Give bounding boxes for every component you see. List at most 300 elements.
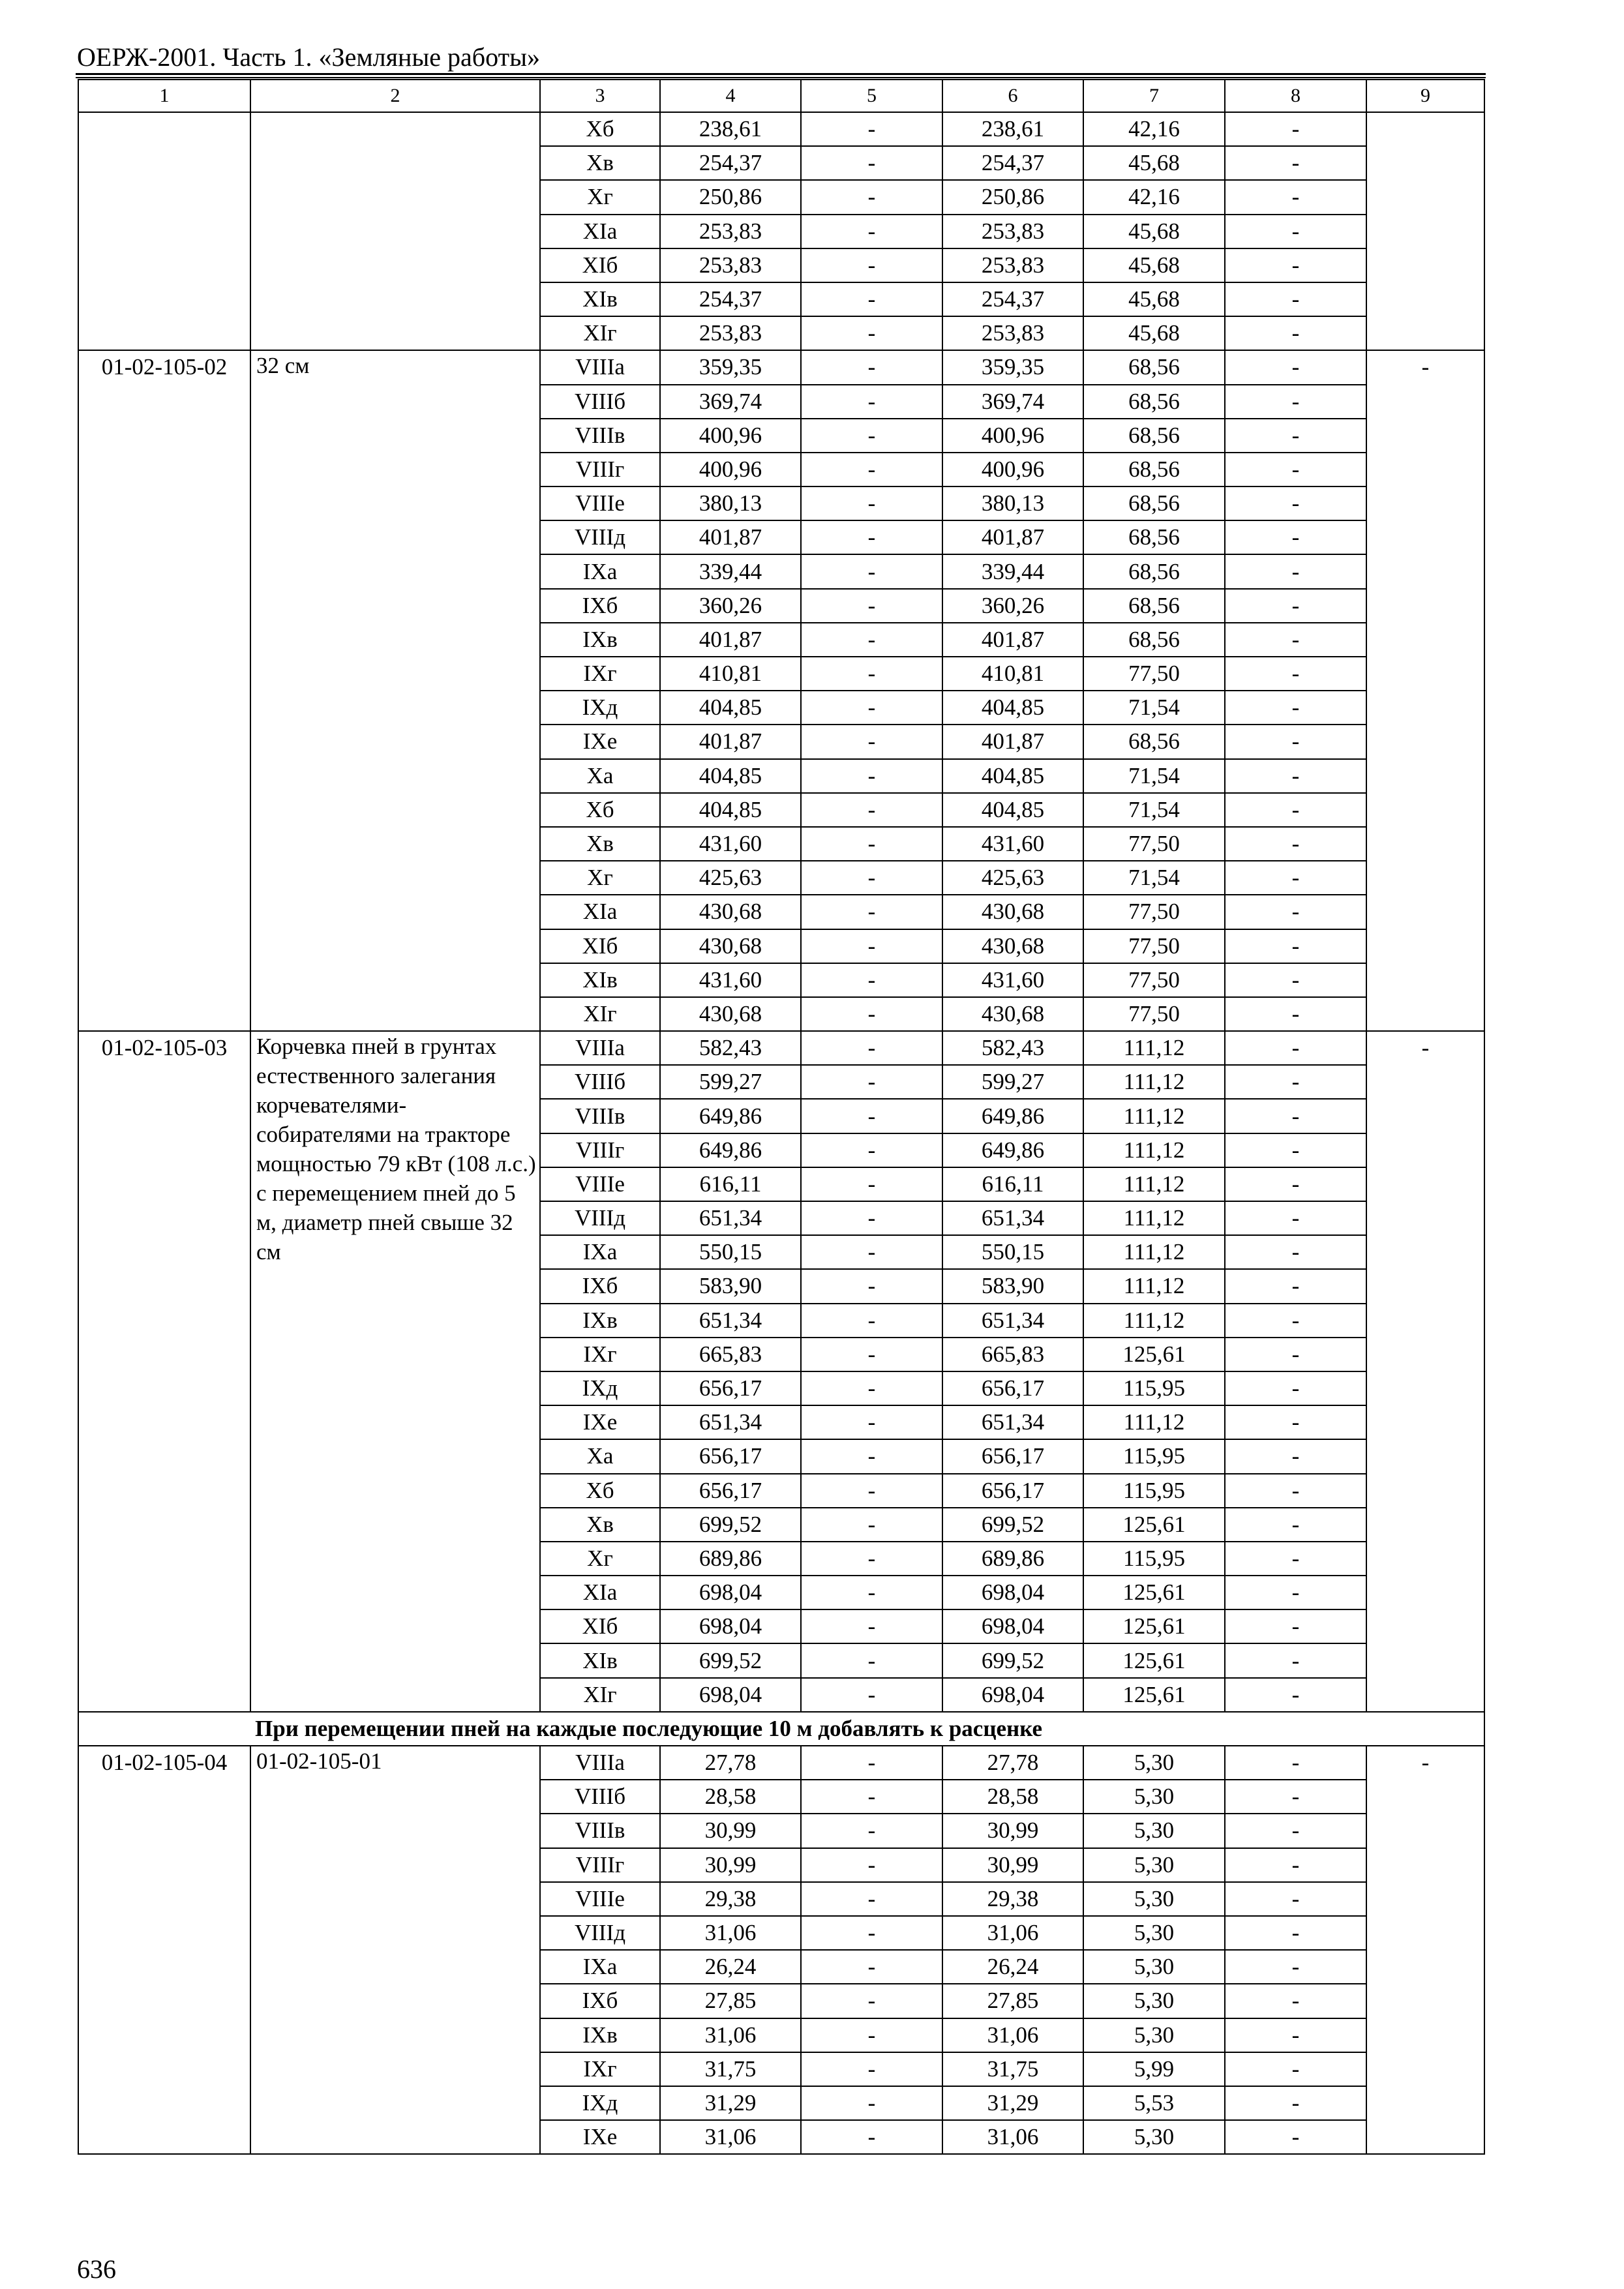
col6-value-cell: 27,85	[942, 1984, 1083, 2018]
col8-value-cell: -	[1225, 215, 1366, 248]
col8-value-cell: -	[1225, 419, 1366, 453]
page-number: 636	[77, 2254, 116, 2284]
col6-value-cell: 359,35	[942, 350, 1083, 384]
work-description-cell: 01-02-105-01	[250, 1746, 540, 2154]
col5-value-cell: -	[801, 895, 942, 929]
col8-value-cell: -	[1225, 2052, 1366, 2086]
col8-value-cell: -	[1225, 793, 1366, 827]
col8-value-cell: -	[1225, 1916, 1366, 1950]
col5-value-cell: -	[801, 1950, 942, 1984]
col7-value-cell: 111,12	[1083, 1167, 1225, 1201]
col4-value-cell: 656,17	[660, 1439, 801, 1473]
soil-group-cell: XIa	[540, 215, 660, 248]
soil-group-cell: VIIIг	[540, 1133, 660, 1167]
soil-group-cell: XIб	[540, 248, 660, 282]
col7-value-cell: 77,50	[1083, 895, 1225, 929]
col4-value-cell: 583,90	[660, 1269, 801, 1303]
soil-group-cell: XIa	[540, 895, 660, 929]
soil-group-cell: IXa	[540, 1950, 660, 1984]
col8-value-cell: -	[1225, 623, 1366, 657]
col6-value-cell: 599,27	[942, 1065, 1083, 1099]
col7-value-cell: 45,68	[1083, 248, 1225, 282]
col4-value-cell: 253,83	[660, 316, 801, 350]
col7-value-cell: 5,30	[1083, 2018, 1225, 2052]
col7-value-cell: 77,50	[1083, 657, 1225, 691]
col8-value-cell: -	[1225, 486, 1366, 520]
col5-value-cell: -	[801, 827, 942, 861]
col5-value-cell: -	[801, 112, 942, 146]
col4-value-cell: 380,13	[660, 486, 801, 520]
col6-value-cell: 254,37	[942, 146, 1083, 180]
col6-value-cell: 401,87	[942, 520, 1083, 554]
col6-value-cell: 380,13	[942, 486, 1083, 520]
work-description-cell	[250, 112, 540, 350]
soil-group-cell: IXa	[540, 1235, 660, 1269]
soil-group-cell: Xб	[540, 1474, 660, 1508]
column-number: 7	[1083, 80, 1225, 112]
norms-table-body	[78, 80, 1484, 2154]
col5-value-cell: -	[801, 657, 942, 691]
soil-group-cell: Xв	[540, 146, 660, 180]
soil-group-cell: VIIIв	[540, 1814, 660, 1848]
col4-value-cell: 430,68	[660, 929, 801, 963]
col7-value-cell: 68,56	[1083, 419, 1225, 453]
col9-value-cell: -	[1366, 1031, 1484, 1712]
col6-value-cell: 425,63	[942, 861, 1083, 895]
col7-value-cell: 71,54	[1083, 861, 1225, 895]
col4-value-cell: 29,38	[660, 1882, 801, 1916]
soil-group-cell: XIг	[540, 997, 660, 1031]
soil-group-cell: IXв	[540, 2018, 660, 2052]
soil-group-cell: IXa	[540, 554, 660, 588]
col6-value-cell: 430,68	[942, 895, 1083, 929]
soil-group-cell: Xв	[540, 1508, 660, 1542]
col8-value-cell: -	[1225, 963, 1366, 997]
col8-value-cell: -	[1225, 350, 1366, 384]
col7-value-cell: 68,56	[1083, 520, 1225, 554]
col4-value-cell: 616,11	[660, 1167, 801, 1201]
col5-value-cell: -	[801, 1031, 942, 1065]
col8-value-cell: -	[1225, 1405, 1366, 1439]
col4-value-cell: 699,52	[660, 1643, 801, 1677]
page-header-title: ОЕРЖ-2001. Часть 1. «Земляные работы»	[77, 42, 540, 72]
col6-value-cell: 649,86	[942, 1133, 1083, 1167]
col4-value-cell: 28,58	[660, 1780, 801, 1814]
col6-value-cell: 30,99	[942, 1814, 1083, 1848]
soil-group-cell: VIIIб	[540, 1065, 660, 1099]
soil-group-cell: Xв	[540, 827, 660, 861]
col5-value-cell: -	[801, 1984, 942, 2018]
col6-value-cell: 401,87	[942, 623, 1083, 657]
col4-value-cell: 360,26	[660, 589, 801, 623]
soil-group-cell: XIг	[540, 1678, 660, 1712]
col4-value-cell: 698,04	[660, 1576, 801, 1609]
col4-value-cell: 404,85	[660, 759, 801, 793]
soil-group-cell: Xa	[540, 759, 660, 793]
col4-value-cell: 254,37	[660, 146, 801, 180]
col4-value-cell: 656,17	[660, 1474, 801, 1508]
col6-value-cell: 699,52	[942, 1508, 1083, 1542]
col8-value-cell: -	[1225, 2018, 1366, 2052]
col8-value-cell: -	[1225, 453, 1366, 486]
col6-value-cell: 656,17	[942, 1371, 1083, 1405]
col4-value-cell: 582,43	[660, 1031, 801, 1065]
col4-value-cell: 31,29	[660, 2086, 801, 2120]
soil-group-cell: VIIIд	[540, 1916, 660, 1950]
soil-group-cell: IXг	[540, 1338, 660, 1371]
col8-value-cell: -	[1225, 1167, 1366, 1201]
col4-value-cell: 698,04	[660, 1678, 801, 1712]
col7-value-cell: 125,61	[1083, 1338, 1225, 1371]
col7-value-cell: 111,12	[1083, 1031, 1225, 1065]
col4-value-cell: 651,34	[660, 1201, 801, 1235]
header-rule	[76, 73, 1486, 75]
col6-value-cell: 401,87	[942, 725, 1083, 758]
soil-group-cell: XIв	[540, 963, 660, 997]
col5-value-cell: -	[801, 1371, 942, 1405]
col8-value-cell: -	[1225, 1201, 1366, 1235]
col4-value-cell: 431,60	[660, 963, 801, 997]
col6-value-cell: 651,34	[942, 1304, 1083, 1338]
col4-value-cell: 254,37	[660, 282, 801, 316]
col5-value-cell: -	[801, 316, 942, 350]
col7-value-cell: 42,16	[1083, 180, 1225, 214]
soil-group-cell: VIIIa	[540, 1031, 660, 1065]
col6-value-cell: 431,60	[942, 963, 1083, 997]
soil-group-cell: VIIIг	[540, 453, 660, 486]
soil-group-cell: IXe	[540, 725, 660, 758]
col7-value-cell: 125,61	[1083, 1508, 1225, 1542]
col8-value-cell: -	[1225, 1508, 1366, 1542]
col7-value-cell: 68,56	[1083, 350, 1225, 384]
col8-value-cell: -	[1225, 895, 1366, 929]
col8-value-cell: -	[1225, 657, 1366, 691]
col6-value-cell: 400,96	[942, 419, 1083, 453]
col5-value-cell: -	[801, 1405, 942, 1439]
col5-value-cell: -	[801, 2018, 942, 2052]
col7-value-cell: 5,30	[1083, 1984, 1225, 2018]
soil-group-cell: XIв	[540, 282, 660, 316]
column-number: 5	[801, 80, 942, 112]
col7-value-cell: 111,12	[1083, 1201, 1225, 1235]
col4-value-cell: 400,96	[660, 419, 801, 453]
col7-value-cell: 68,56	[1083, 486, 1225, 520]
col8-value-cell: -	[1225, 316, 1366, 350]
soil-group-cell: VIIIв	[540, 1099, 660, 1133]
table-row	[78, 1031, 1484, 1065]
col4-value-cell: 689,86	[660, 1542, 801, 1576]
col6-value-cell: 404,85	[942, 759, 1083, 793]
col8-value-cell: -	[1225, 385, 1366, 419]
col4-value-cell: 27,78	[660, 1746, 801, 1780]
col5-value-cell: -	[801, 1780, 942, 1814]
col7-value-cell: 71,54	[1083, 691, 1225, 725]
col4-value-cell: 401,87	[660, 725, 801, 758]
col7-value-cell: 5,30	[1083, 1848, 1225, 1882]
col5-value-cell: -	[801, 453, 942, 486]
col6-value-cell: 238,61	[942, 112, 1083, 146]
col5-value-cell: -	[801, 1065, 942, 1099]
soil-group-cell: Xa	[540, 1439, 660, 1473]
col6-value-cell: 651,34	[942, 1201, 1083, 1235]
soil-group-cell: VIIIд	[540, 1201, 660, 1235]
col5-value-cell: -	[801, 1609, 942, 1643]
col7-value-cell: 125,61	[1083, 1609, 1225, 1643]
col7-value-cell: 71,54	[1083, 759, 1225, 793]
col5-value-cell: -	[801, 691, 942, 725]
col8-value-cell: -	[1225, 1304, 1366, 1338]
col5-value-cell: -	[801, 1269, 942, 1303]
col8-value-cell: -	[1225, 1338, 1366, 1371]
soil-group-cell: IXг	[540, 657, 660, 691]
col6-value-cell: 253,83	[942, 316, 1083, 350]
col8-value-cell: -	[1225, 725, 1366, 758]
col5-value-cell: -	[801, 146, 942, 180]
col6-value-cell: 689,86	[942, 1542, 1083, 1576]
col6-value-cell: 30,99	[942, 1848, 1083, 1882]
col4-value-cell: 649,86	[660, 1133, 801, 1167]
col7-value-cell: 111,12	[1083, 1133, 1225, 1167]
col7-value-cell: 68,56	[1083, 554, 1225, 588]
col7-value-cell: 125,61	[1083, 1678, 1225, 1712]
col5-value-cell: -	[801, 2120, 942, 2154]
col5-value-cell: -	[801, 963, 942, 997]
col7-value-cell: 5,30	[1083, 1746, 1225, 1780]
col5-value-cell: -	[801, 793, 942, 827]
col4-value-cell: 369,74	[660, 385, 801, 419]
col8-value-cell: -	[1225, 1576, 1366, 1609]
col7-value-cell: 45,68	[1083, 316, 1225, 350]
col4-value-cell: 31,75	[660, 2052, 801, 2086]
col5-value-cell: -	[801, 1576, 942, 1609]
col7-value-cell: 68,56	[1083, 385, 1225, 419]
col6-value-cell: 430,68	[942, 997, 1083, 1031]
col7-value-cell: 115,95	[1083, 1439, 1225, 1473]
soil-group-cell: IXг	[540, 2052, 660, 2086]
col5-value-cell: -	[801, 1643, 942, 1677]
col8-value-cell: -	[1225, 1780, 1366, 1814]
col5-value-cell: -	[801, 1304, 942, 1338]
header-rule-thin	[76, 77, 1486, 78]
col4-value-cell: 253,83	[660, 215, 801, 248]
col4-value-cell: 400,96	[660, 453, 801, 486]
soil-group-cell: VIIIб	[540, 385, 660, 419]
col4-value-cell: 698,04	[660, 1609, 801, 1643]
col4-value-cell: 404,85	[660, 793, 801, 827]
col4-value-cell: 401,87	[660, 520, 801, 554]
rate-code-cell	[78, 112, 250, 350]
col8-value-cell: -	[1225, 929, 1366, 963]
col5-value-cell: -	[801, 1235, 942, 1269]
col7-value-cell: 5,30	[1083, 1916, 1225, 1950]
col9-value-cell: -	[1366, 350, 1484, 1031]
col8-value-cell: -	[1225, 180, 1366, 214]
soil-group-cell: VIIIв	[540, 419, 660, 453]
col6-value-cell: 656,17	[942, 1439, 1083, 1473]
rate-code-cell: 01-02-105-04	[78, 1746, 250, 2154]
col8-value-cell: -	[1225, 146, 1366, 180]
column-number: 4	[660, 80, 801, 112]
col5-value-cell: -	[801, 419, 942, 453]
soil-group-cell: Xг	[540, 180, 660, 214]
col6-value-cell: 360,26	[942, 589, 1083, 623]
col6-value-cell: 699,52	[942, 1643, 1083, 1677]
soil-group-cell: VIIIa	[540, 350, 660, 384]
col7-value-cell: 77,50	[1083, 929, 1225, 963]
col6-value-cell: 698,04	[942, 1678, 1083, 1712]
col5-value-cell: -	[801, 725, 942, 758]
col7-value-cell: 115,95	[1083, 1474, 1225, 1508]
column-number: 8	[1225, 80, 1366, 112]
col6-value-cell: 649,86	[942, 1099, 1083, 1133]
col6-value-cell: 31,06	[942, 1916, 1083, 1950]
col8-value-cell: -	[1225, 1848, 1366, 1882]
norms-table	[78, 79, 1485, 2155]
col8-value-cell: -	[1225, 554, 1366, 588]
col6-value-cell: 29,38	[942, 1882, 1083, 1916]
soil-group-cell: IXe	[540, 1405, 660, 1439]
col9-value-cell: -	[1366, 1746, 1484, 2154]
col7-value-cell: 111,12	[1083, 1304, 1225, 1338]
col8-value-cell: -	[1225, 1031, 1366, 1065]
soil-group-cell: IXд	[540, 1371, 660, 1405]
section-note-row	[78, 1712, 1484, 1746]
col5-value-cell: -	[801, 759, 942, 793]
col6-value-cell: 656,17	[942, 1474, 1083, 1508]
col5-value-cell: -	[801, 215, 942, 248]
col4-value-cell: 27,85	[660, 1984, 801, 2018]
col4-value-cell: 253,83	[660, 248, 801, 282]
col4-value-cell: 550,15	[660, 1235, 801, 1269]
col6-value-cell: 254,37	[942, 282, 1083, 316]
col5-value-cell: -	[801, 486, 942, 520]
col8-value-cell: -	[1225, 1065, 1366, 1099]
col6-value-cell: 27,78	[942, 1746, 1083, 1780]
col8-value-cell: -	[1225, 827, 1366, 861]
col8-value-cell: -	[1225, 691, 1366, 725]
col5-value-cell: -	[801, 1167, 942, 1201]
col8-value-cell: -	[1225, 1474, 1366, 1508]
col8-value-cell: -	[1225, 1609, 1366, 1643]
col8-value-cell: -	[1225, 282, 1366, 316]
col4-value-cell: 665,83	[660, 1338, 801, 1371]
col5-value-cell: -	[801, 1882, 942, 1916]
soil-group-cell: IXб	[540, 589, 660, 623]
col7-value-cell: 45,68	[1083, 215, 1225, 248]
col6-value-cell: 26,24	[942, 1950, 1083, 1984]
col5-value-cell: -	[801, 1201, 942, 1235]
col7-value-cell: 5,30	[1083, 1814, 1225, 1848]
col5-value-cell: -	[801, 1678, 942, 1712]
col4-value-cell: 238,61	[660, 112, 801, 146]
col6-value-cell: 550,15	[942, 1235, 1083, 1269]
col5-value-cell: -	[801, 180, 942, 214]
col6-value-cell: 404,85	[942, 793, 1083, 827]
soil-group-cell: IXб	[540, 1984, 660, 2018]
col4-value-cell: 31,06	[660, 2120, 801, 2154]
table-row	[78, 112, 1484, 146]
soil-group-cell: XIб	[540, 929, 660, 963]
soil-group-cell: IXд	[540, 2086, 660, 2120]
col6-value-cell: 404,85	[942, 691, 1083, 725]
soil-group-cell: IXe	[540, 2120, 660, 2154]
soil-group-cell: VIIIб	[540, 1780, 660, 1814]
soil-group-cell: VIIIe	[540, 1882, 660, 1916]
col7-value-cell: 115,95	[1083, 1371, 1225, 1405]
col8-value-cell: -	[1225, 1439, 1366, 1473]
col8-value-cell: -	[1225, 1235, 1366, 1269]
col4-value-cell: 431,60	[660, 827, 801, 861]
col7-value-cell: 111,12	[1083, 1065, 1225, 1099]
col7-value-cell: 125,61	[1083, 1576, 1225, 1609]
column-number-row	[78, 80, 1484, 112]
column-number: 9	[1366, 80, 1484, 112]
col4-value-cell: 430,68	[660, 895, 801, 929]
col7-value-cell: 5,53	[1083, 2086, 1225, 2120]
norms-table-container	[78, 79, 1485, 2155]
work-description-cell: Корчевка пней в грунтах естественного залегания корчевателями-собирателями на тракторе мощностью 79 кВт (108 л.с.) с перемещением пней до 5 м, диаметр пней свыше 32 см	[250, 1031, 540, 1712]
col4-value-cell: 250,86	[660, 180, 801, 214]
col4-value-cell: 410,81	[660, 657, 801, 691]
col8-value-cell: -	[1225, 1643, 1366, 1677]
col7-value-cell: 77,50	[1083, 827, 1225, 861]
col7-value-cell: 45,68	[1083, 146, 1225, 180]
col8-value-cell: -	[1225, 861, 1366, 895]
soil-group-cell: VIIIд	[540, 520, 660, 554]
col6-value-cell: 616,11	[942, 1167, 1083, 1201]
col7-value-cell: 77,50	[1083, 997, 1225, 1031]
col7-value-cell: 115,95	[1083, 1542, 1225, 1576]
soil-group-cell: XIв	[540, 1643, 660, 1677]
col6-value-cell: 698,04	[942, 1576, 1083, 1609]
col4-value-cell: 31,06	[660, 1916, 801, 1950]
soil-group-cell: VIIIe	[540, 486, 660, 520]
col4-value-cell: 339,44	[660, 554, 801, 588]
col5-value-cell: -	[801, 1474, 942, 1508]
work-description-cell: 32 см	[250, 350, 540, 1031]
col7-value-cell: 77,50	[1083, 963, 1225, 997]
column-number: 3	[540, 80, 660, 112]
column-number: 1	[78, 80, 250, 112]
col6-value-cell: 665,83	[942, 1338, 1083, 1371]
col4-value-cell: 31,06	[660, 2018, 801, 2052]
col8-value-cell: -	[1225, 1371, 1366, 1405]
col4-value-cell: 430,68	[660, 997, 801, 1031]
col8-value-cell: -	[1225, 1678, 1366, 1712]
col8-value-cell: -	[1225, 1099, 1366, 1133]
soil-group-cell: VIIIг	[540, 1848, 660, 1882]
col5-value-cell: -	[801, 1338, 942, 1371]
col8-value-cell: -	[1225, 2086, 1366, 2120]
col4-value-cell: 401,87	[660, 623, 801, 657]
soil-group-cell: Xб	[540, 112, 660, 146]
soil-group-cell: IXв	[540, 1304, 660, 1338]
col7-value-cell: 111,12	[1083, 1235, 1225, 1269]
col6-value-cell: 698,04	[942, 1609, 1083, 1643]
col4-value-cell: 649,86	[660, 1099, 801, 1133]
col8-value-cell: -	[1225, 1746, 1366, 1780]
col6-value-cell: 31,75	[942, 2052, 1083, 2086]
col8-value-cell: -	[1225, 1950, 1366, 1984]
col7-value-cell: 125,61	[1083, 1643, 1225, 1677]
col7-value-cell: 5,99	[1083, 2052, 1225, 2086]
col8-value-cell: -	[1225, 589, 1366, 623]
col7-value-cell: 111,12	[1083, 1405, 1225, 1439]
col6-value-cell: 28,58	[942, 1780, 1083, 1814]
soil-group-cell: VIIIe	[540, 1167, 660, 1201]
col7-value-cell: 71,54	[1083, 793, 1225, 827]
soil-group-cell: Xг	[540, 1542, 660, 1576]
